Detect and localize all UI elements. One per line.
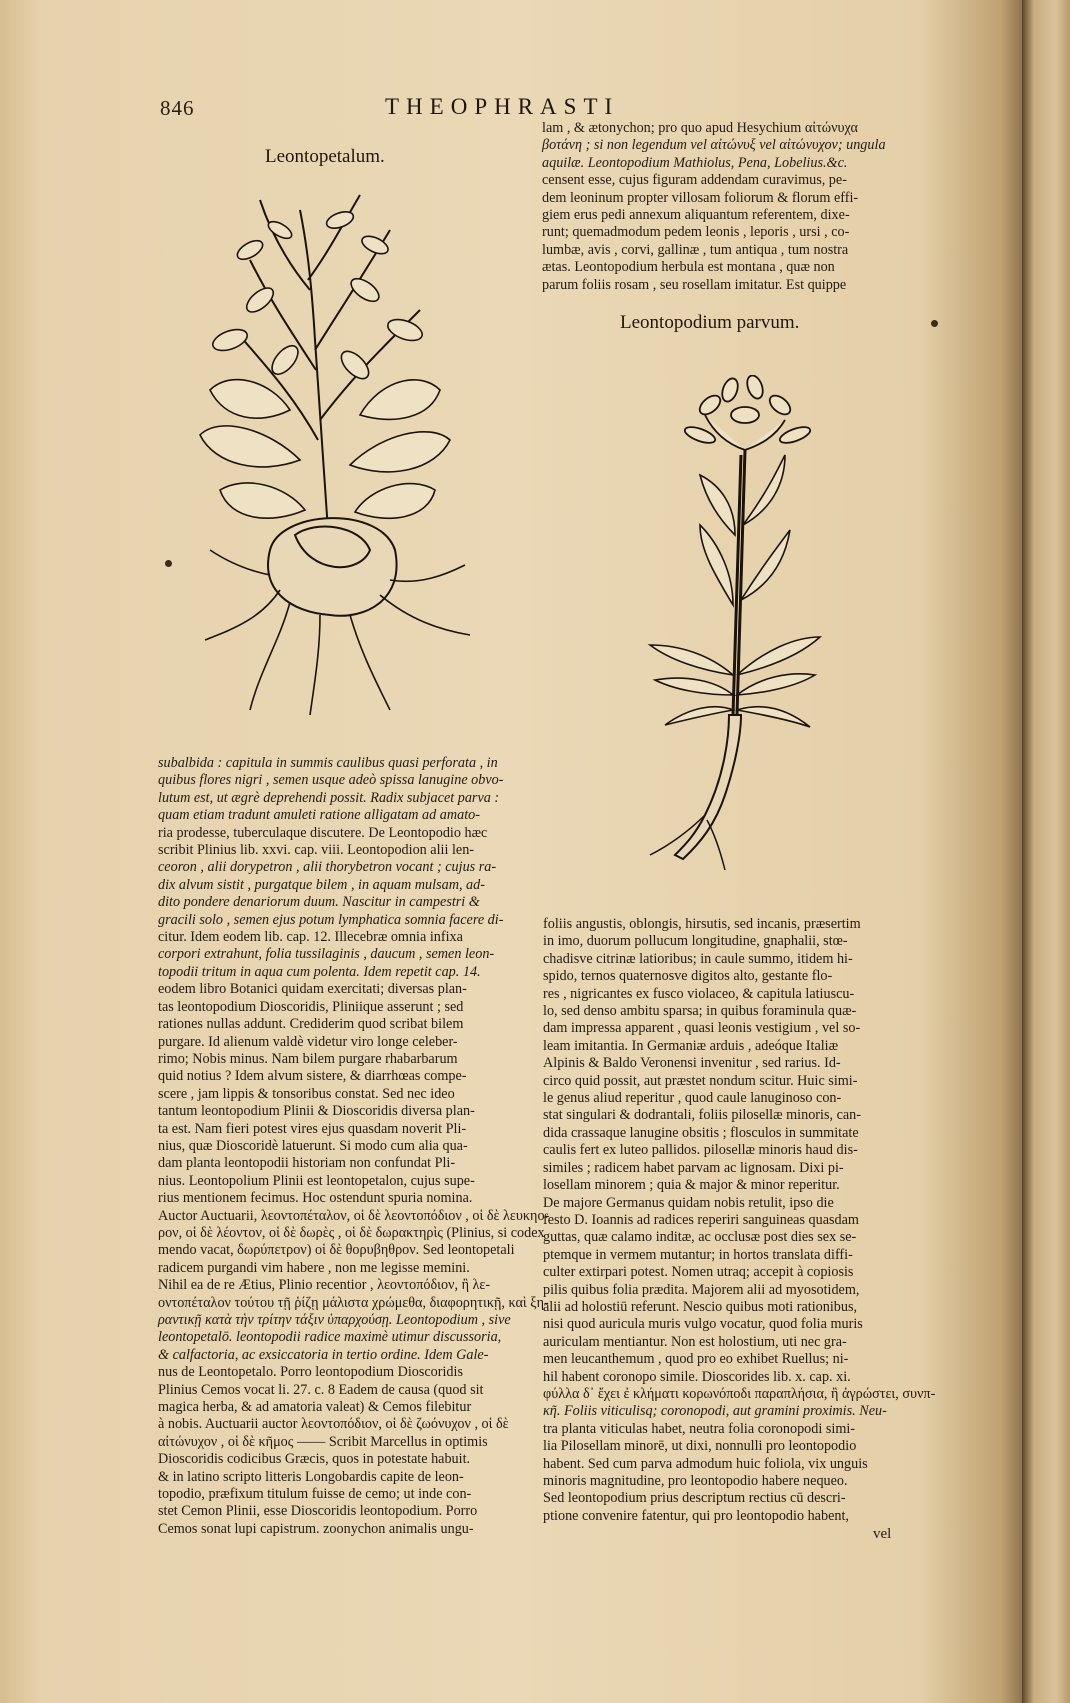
text-line: citur. Idem eodem lib. cap. 12. Illecebræ omnia infixa [158,929,463,946]
text-line: men leucanthemum , quod pro eo exhibet Ruellus; ni- [543,1351,849,1368]
text-line: pilis quibus folia prædita. Majorem alii ad myosotidem, [543,1281,860,1298]
text-line: κῆ. Foliis viticulisq; coronopodi, aut gramini proximis. Neu- [543,1403,887,1420]
text-line: foliis angustis, oblongis, hirsutis, sed incanis, præsertim [543,916,861,932]
text-line: habent. Sed cum parva admodum huic foliola, vix unguis [543,1455,868,1472]
text-line: giem erus pedi annexum aliquantum referentem, dixe- [542,207,850,224]
text-line: Dioscoridis codicibus Græcis, quos in potestate habuit. [158,1451,471,1468]
text-line: runt; quemadmodum pedem leonis , leporis , ursi , co- [542,224,850,241]
text-line: quibus flores nigri , semen usque adeò spissa lanugine obvo- [158,772,504,789]
running-head: THEOPHRASTI [385,94,620,119]
text-line: caulis fert ex luteo pallidos. pilosellæ minoris haud dis- [543,1142,858,1159]
foxing-spot [931,320,938,327]
text-line: tantum leontopodium Plinii & Dioscoridis diversa plan- [158,1103,475,1120]
text-line: in imo, duorum pollucum longitudine, gnaphalii, stœ- [543,933,848,950]
text-line: alii ad holostiū referunt. Nescio quibus moti rationibus, [543,1298,858,1315]
text-line: Cemos sonat lupi capistrum. zoonychon animalis ungu- [158,1520,474,1537]
text-line: magica herba, & ad amatoria valeat) & Cemos filebitur [158,1399,472,1416]
text-line: Sed leontopodium prius descriptum rectius cū descri- [543,1490,846,1507]
text-line: quam etiam tradunt amuleti ratione alligatam ad amato- [158,807,480,824]
text-line: mendo vacat, δωρύπετρον) οἱ δὲ θορυβηθρον. Sed leontopetali [158,1242,515,1259]
text-line: subalbida : capitula in summis caulibus quasi perforata , in [158,755,498,771]
text-line: ραντικῇ κατὰ τὴν τρίτην τάξιν ὑπαρχούσῃ. Leontopodium , sive [158,1312,511,1328]
text-line: rius mentionem fecimus. Hoc ostendunt spuria nomina. [158,1190,473,1207]
text-line: nus de Leontopetalo. Porro leontopodium Dioscoridis [158,1364,463,1381]
left-figure-caption: Leontopetalum. [265,146,385,167]
text-line: leam imitantia. In Germaniæ arduis , adeóque Italiæ [543,1037,839,1054]
catchword: vel [873,1526,892,1542]
text-line: ptione convenire fatentur, qui pro leontopodio habent, [543,1507,849,1524]
text-line: res , nigricantes ex fusco violaceo, & capitula latiuscu- [543,985,855,1002]
text-line: guttas, quæ calamo inditæ, ac occlusæ post dies sex se- [543,1229,857,1246]
text-line: Plinius Cemos vocat li. 27. c. 8 Eadem de causa (quod sit [158,1381,484,1398]
text-line: circo quid possit, aut præstet nondum scitur. Huic simi- [543,1072,858,1089]
text-line: rationes nullas addunt. Crediderim quod scribat bilem [158,1016,464,1033]
text-line: similes ; radicem habet parvam ac lignosam. Dixi pi- [543,1159,844,1176]
text-line: lumbæ, avis , corvi, gallinæ , tum antiqua , tum nostra [542,241,849,258]
right-column-top [542,120,886,294]
text-line: culter extirpari potest. Nomen utraq; accepit à copiosis [543,1264,854,1281]
left-column-bottom [158,755,549,1538]
text-line: lutum est, ut ægrè deprehendi possit. Radix subjacet parva : [158,789,500,806]
text-line: & calfactoria, ac exsiccatoria in tertio ordine. Idem Gale- [158,1346,489,1363]
text-line: nius. Leontopolium Plinii est leontopetalon, cujus supe- [158,1172,475,1189]
text-line: nius, quæ Dioscoridè latuerunt. Si modo cum alia qua- [158,1137,468,1154]
text-line: dem leoninum propter villosam foliorum & florum effi- [542,189,859,206]
text-line: gracili solo , semen ejus potum lymphatica somnia facere di- [158,911,504,928]
text-line: dix alvum sistit , purgatque bilem , in aquam mulsam, ad- [158,876,485,893]
text-line: Auctor Auctuarii, λεοντοπέταλον, οἱ δὲ λεοντοπόδιον , οἱ δὲ λευκηο- [158,1207,550,1224]
text-line: dida crassaque lanugine obsitis ; flosculos in summitate [543,1124,859,1141]
foxing-spot [165,560,172,567]
text-line: ptemque in vermem mutantur; in hortos translata diffi- [543,1246,853,1263]
text-line: losellam minorem ; quia & major & minor reperitur. [543,1177,840,1194]
text-line: ρον, οἱ δὲ λέοντον, οἱ δὲ δωρὲς , οἱ δὲ δωρακτηρὶς (Plinius, si codex [158,1224,545,1241]
right-figure-caption: Leontopodium parvum. [620,312,800,333]
text-line: le genus aliud reperitur , quod caule lanuginoso con- [543,1090,842,1107]
text-line: Alpinis & Baldo Veronensi invenitur , sed rarius. Id- [543,1055,841,1072]
text-line: dam impressa apparent , quasi leonis vestigium , vel so- [543,1020,861,1037]
right-column-bottom [543,916,935,1525]
text-line: tra planta viticulas habet, neutra folia coronopodi simi- [543,1420,856,1437]
text-line: à nobis. Auctuarii auctor λεοντοπόδιον, οἱ δὲ ζωόνυχον , οἱ δὲ [158,1416,509,1433]
text-line: aquilæ. Leontopodium Mathiolus, Pena, Lobelius.&c. [542,154,848,171]
text-line: stet Cemon Plinii, esse Dioscoridis leontopodium. Porro [158,1503,478,1520]
text-line: βοτάνη ; si non legendum vel αἰτώνυξ vel αἰτώνυχον; ungula [542,137,886,154]
text-line: rimo; Nobis minus. Nam bilem purgare rhabarbarum [158,1050,458,1067]
text-line: topodio, præfixum titulum fuisse de cemo; ut inde con- [158,1486,472,1503]
text-line: De majore Germanus quidam nobis retulit, ipso die [543,1194,834,1211]
text-line: scribit Plinius lib. xxvi. cap. viii. Leontopodion alii len- [158,842,475,859]
text-line: parum foliis rosam , seu rosellam imitatur. Est quippe [542,276,847,293]
text-line: hil habent coronopo simile. Dioscorides lib. x. cap. xi. [543,1368,851,1385]
text-line: ta est. Nam fieri potest vires ejus quasdam noverit Pli- [158,1120,467,1137]
text-line: leontopetalō. leontopodii radice maximè utimur discussoria, [158,1329,502,1346]
text-line: topodii tritum in aqua cum polenta. Idem repetit cap. 14. [158,963,481,980]
text-line: quid notius ? Idem alvum sistere, & diarrhœas compe- [158,1068,467,1085]
text-line: αἰτώνυχον , οἱ δὲ κῆμος —— Scribit Marcellus in optimis [158,1433,488,1450]
text-line: nisi quod auricula muris vulgo vocatur, quod folia muris [543,1316,863,1333]
text-line: dito pondere denariorum duum. Nascitur in campestri & [158,894,480,911]
leontopetalum-woodcut [190,190,480,720]
text-line: οντοπέταλον τούτου τῇ ῥίζῃ μάλιστα χρώμεθα, διαφορητικῇ, καὶ ξη- [158,1294,549,1311]
text-line: minoris magnitudine, pro leontopodio habere nequeo. [543,1473,848,1489]
text-line: ria prodesse, tuberculaque discutere. De Leontopodio hæc [158,824,488,841]
text-line: eodem libro Botanici quidam exercitati; diversas plan- [158,981,467,998]
text-line: radicem purgandi vim habere , non me legisse memini. [158,1259,470,1276]
text-line: festo D. Ioannis ad radices reperiri sanguineas quasdam [543,1211,859,1228]
text-line: scere , jam lippis & tonsoribus constat. Sed nec ideo [158,1085,455,1102]
adjacent-page-edge [1022,0,1070,1703]
text-line: lam , & ætonychon; pro quo apud Hesychium αἰτώνυχα [542,120,858,136]
page-number: 846 [160,96,195,120]
text-line: lo, sed denso ambitu sparsa; in quibus foraminula quæ- [543,1003,857,1020]
text-line: & in latino scripto litteris Longobardis capite de leon- [158,1468,464,1485]
text-line: lia Pilosellam minorē, ut dixi, nonnulli pro leontopodio [543,1438,857,1455]
text-line: tas leontopodium Dioscoridis, Pliniique asserunt ; sed [158,998,464,1015]
text-line: φύλλα δ᾽ ἔχει ἐ κλήματι κορωνόποδι παραπλήσια, ἢ ἀγρώστει, συνπ- [543,1385,936,1402]
text-line: corpori extrahunt, folia tussilaginis , daucum , semen leon- [158,946,495,963]
text-line: spido, ternos quaternosve digitos alto, gestante flo- [543,968,833,985]
text-line: dam planta leontopodii historiam non confundat Pli- [158,1155,456,1172]
text-line: ætas. Leontopodium herbula est montana , quæ non [542,259,835,276]
text-line: stat singulari & dodrantali, foliis pilosellæ minoris, can- [543,1107,861,1124]
leontopodium-parvum-woodcut [645,375,855,875]
text-line: Nihil ea de re Ætius, Plinio recentior , λεοντοπόδιον, ἢ λε- [158,1277,491,1294]
text-line: ceoron , alii dorypetron , alii thorybetron vocant ; cujus ra- [158,859,497,876]
text-line: auriculam mentiantur. Non est holostium, uti nec gra- [543,1333,847,1350]
text-line: censent esse, cujus figuram addendam curavimus, pe- [542,172,847,189]
text-line: chadisve citrinæ latioribus; in caule summo, itidem hi- [543,950,853,967]
text-line: purgare. Id alienum valdè videtur viro longe celeber- [158,1033,458,1050]
